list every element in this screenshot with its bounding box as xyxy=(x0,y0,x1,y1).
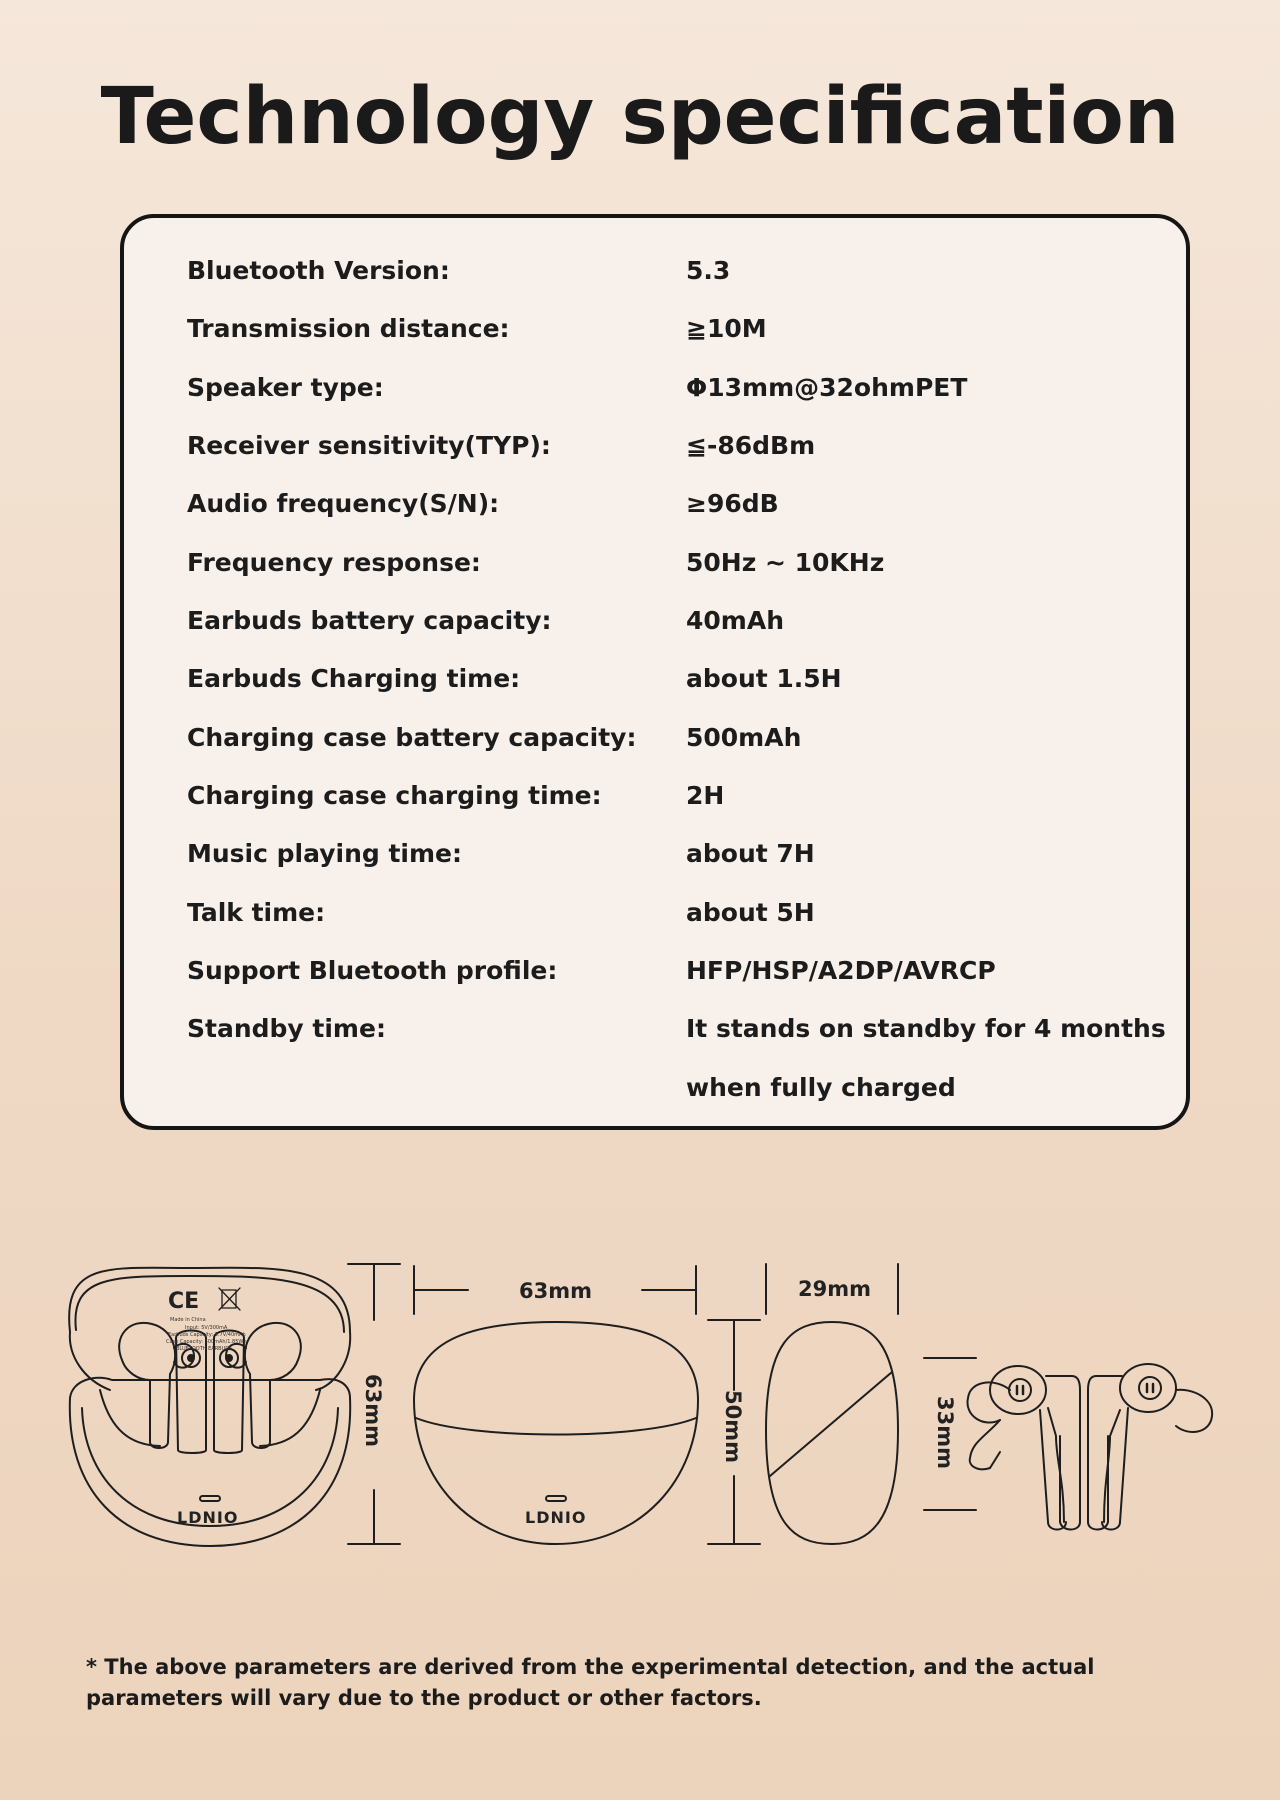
spec-row xyxy=(124,548,1186,588)
spec-value: 500mAh xyxy=(686,723,802,752)
spec-label: Transmission distance: xyxy=(187,314,510,343)
spec-value: 2H xyxy=(686,781,725,810)
spec-label: Standby time: xyxy=(187,1014,386,1043)
spec-label: Receiver sensitivity(TYP): xyxy=(187,431,551,460)
dimension-label-depth: 29mm xyxy=(798,1277,871,1301)
spec-label: Talk time: xyxy=(187,898,326,927)
disclaimer-footnote: * The above parameters are derived from the experimental detection, and the actual parameters will vary due to the product or other factors. xyxy=(86,1655,1095,1710)
spec-label: Speaker type: xyxy=(187,373,384,402)
product-dimension-diagrams xyxy=(0,1240,1280,1580)
case-side-illustration xyxy=(766,1322,898,1544)
spec-value: It stands on standby for 4 months xyxy=(686,1014,1166,1043)
spec-value: 5.3 xyxy=(686,256,731,285)
label-model: BLUETOOTH EARBUDS xyxy=(176,1346,233,1352)
label-made-in: Made in China xyxy=(170,1317,206,1323)
label-input: Input: 5V/300mA xyxy=(185,1325,228,1331)
ce-mark: CE xyxy=(168,1289,200,1314)
spec-value: ≦-86dBm xyxy=(686,431,816,460)
spec-row xyxy=(124,839,1186,879)
spec-table xyxy=(120,214,1190,1130)
spec-row xyxy=(124,956,1186,996)
earbuds-illustration xyxy=(967,1364,1212,1530)
spec-row xyxy=(124,1014,1186,1054)
spec-value: Φ13mm@32ohmPET xyxy=(686,373,968,402)
spec-value-continued: when fully charged xyxy=(686,1073,956,1102)
spec-label: Bluetooth Version: xyxy=(187,256,450,285)
spec-value: ≥96dB xyxy=(686,489,779,518)
spec-value: HFP/HSP/A2DP/AVRCP xyxy=(686,956,996,985)
wee-bin-icon xyxy=(219,1288,240,1310)
spec-row xyxy=(124,373,1186,413)
spec-value: 50Hz ~ 10KHz xyxy=(686,548,885,577)
spec-row xyxy=(124,781,1186,821)
spec-row xyxy=(124,489,1186,529)
spec-row xyxy=(124,256,1186,296)
brand-logo-closed: LDNIO xyxy=(525,1508,587,1527)
spec-value: 40mAh xyxy=(686,606,784,635)
page-title: Technology specification xyxy=(100,72,1180,162)
dimension-label-earbud-height: 33mm xyxy=(933,1396,957,1469)
spec-row xyxy=(124,664,1186,704)
brand-logo: LDNIO xyxy=(177,1508,239,1527)
spec-row xyxy=(124,723,1186,763)
dimension-label-height-closed: 50mm xyxy=(721,1390,745,1463)
spec-row xyxy=(124,431,1186,471)
label-earbuds-capacity: Earbuds Capacity: 3.7V/40mAh xyxy=(168,1332,246,1338)
spec-row xyxy=(124,314,1186,354)
open-case-illustration xyxy=(69,1268,350,1546)
spec-value: ≧10M xyxy=(686,314,767,343)
spec-label: Earbuds Charging time: xyxy=(187,664,521,693)
dimension-label-width: 63mm xyxy=(519,1279,592,1303)
spec-label: Charging case battery capacity: xyxy=(187,723,637,752)
spec-label: Charging case charging time: xyxy=(187,781,602,810)
spec-label: Earbuds battery capacity: xyxy=(187,606,552,635)
spec-row xyxy=(124,606,1186,646)
spec-row xyxy=(124,898,1186,938)
spec-value: about 1.5H xyxy=(686,664,842,693)
spec-label: Music playing time: xyxy=(187,839,462,868)
spec-label: Audio frequency(S/N): xyxy=(187,489,500,518)
spec-label: Frequency response: xyxy=(187,548,481,577)
dimension-label-height-open: 63mm xyxy=(361,1374,385,1447)
spec-label: Support Bluetooth profile: xyxy=(187,956,558,985)
spec-value: about 5H xyxy=(686,898,815,927)
label-case-capacity: Case Capacity: 500mAh/1.85Wh xyxy=(166,1339,247,1345)
spec-value: about 7H xyxy=(686,839,815,868)
